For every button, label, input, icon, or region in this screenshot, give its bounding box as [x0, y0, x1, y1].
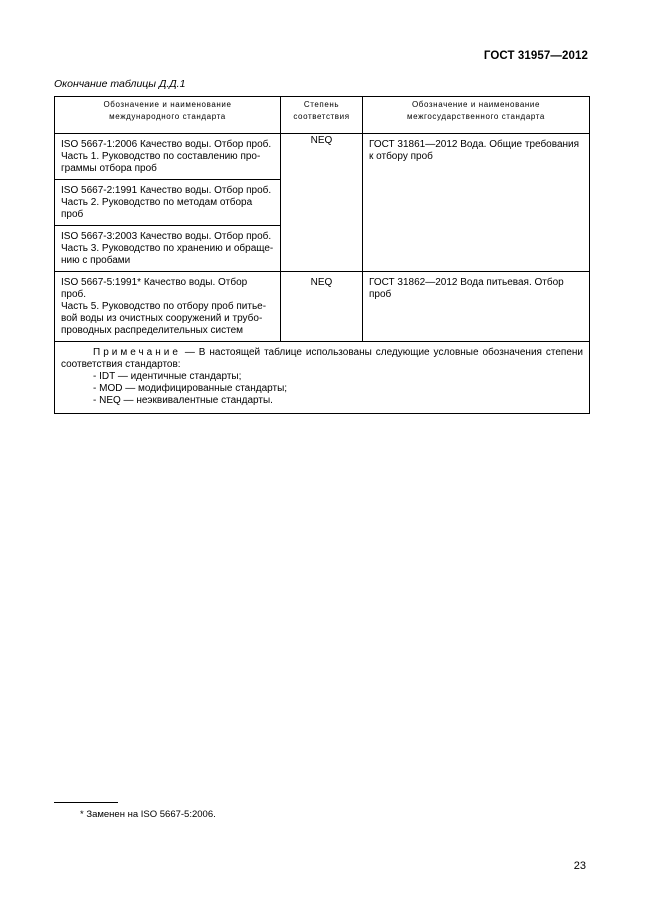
- intl-standard-cell: ISO 5667-2:1991 Качество воды. Отбор проб. Часть 2. Руководство по методам отбора проб: [55, 180, 281, 226]
- interstate-standard-cell: ГОСТ 31861—2012 Вода. Общие требования к отбору проб: [363, 134, 590, 272]
- table-note: [55, 342, 590, 414]
- intl-standard-cell: ISO 5667-1:2006 Качество воды. Отбор проб. Часть 1. Руководство по составлению про- граммы отбора проб: [55, 134, 281, 180]
- intl-standard-cell: ISO 5667-5:1991* Качество воды. Отбор проб. Часть 5. Руководство по отбору проб питье- вой воды из очистных сооружений и трубо- проводных распределительных систем: [55, 272, 281, 342]
- table-caption: Окончание таблицы Д.Д.1: [54, 78, 186, 90]
- table-row: [55, 134, 590, 180]
- table-row: [55, 272, 590, 342]
- col-header-interstate: Обозначение и наименование межгосударственного стандарта: [363, 97, 590, 134]
- note-intro-text: — В настоящей таблице использованы следующие условные обозначения степени соответствия стандартов:: [61, 347, 583, 370]
- interstate-standard-cell: ГОСТ 31862—2012 Вода питьевая. Отбор проб: [363, 272, 590, 342]
- footnote: * Заменен на ISO 5667-5:2006.: [80, 809, 216, 820]
- note-item: - NEQ — неэквивалентные стандарты.: [93, 395, 273, 406]
- col-header-international: Обозначение и наименование международного стандарта: [55, 97, 281, 134]
- note-item: - MOD — модифицированные стандарты;: [93, 383, 288, 394]
- table-note-row: [55, 342, 590, 414]
- correspondence-table: [54, 96, 590, 414]
- note-label: Примечание: [93, 347, 181, 358]
- document-id: ГОСТ 31957—2012: [483, 50, 588, 62]
- page-number: 23: [573, 860, 586, 872]
- degree-cell: NEQ: [281, 272, 363, 342]
- footnote-divider: [54, 802, 118, 803]
- note-item: - IDT — идентичные стандарты;: [93, 371, 242, 382]
- degree-cell: NEQ: [281, 134, 363, 272]
- table-header-row: [55, 97, 590, 134]
- col-header-degree: Степень соответствия: [281, 97, 363, 134]
- intl-standard-cell: ISO 5667-3:2003 Качество воды. Отбор проб. Часть 3. Руководство по хранению и обраще- нию с пробами: [55, 226, 281, 272]
